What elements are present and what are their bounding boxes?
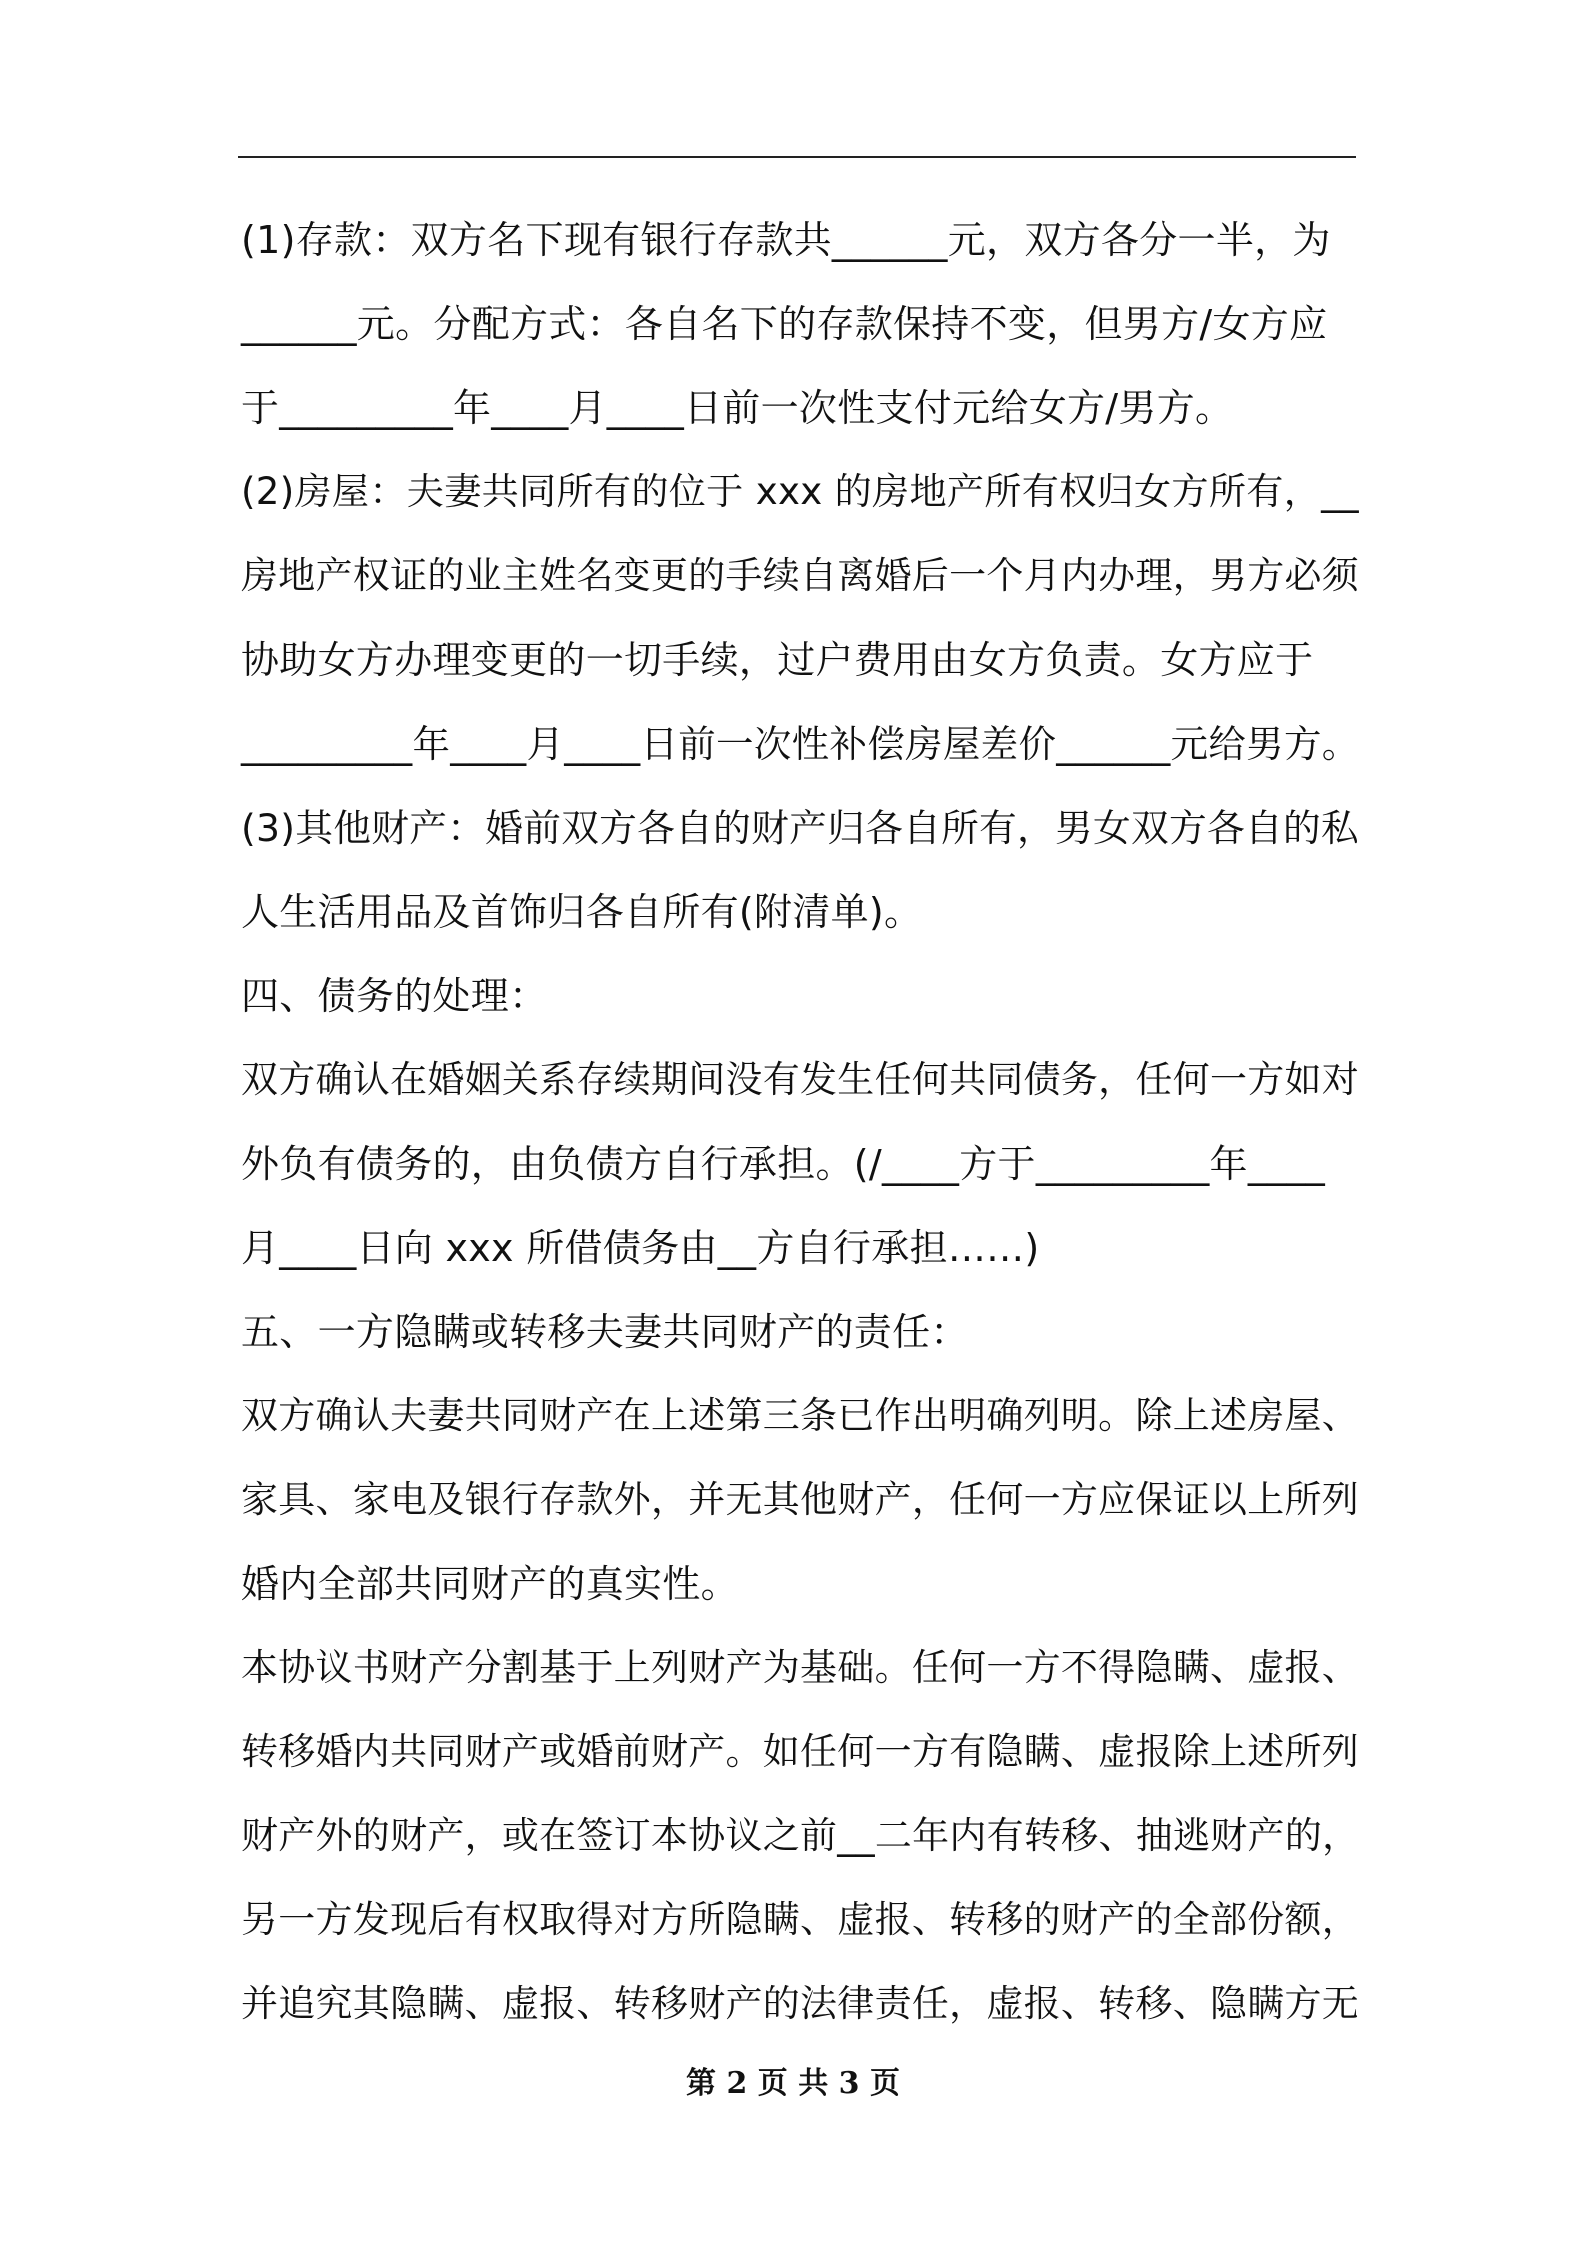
text-line-11: 双方确认在婚姻关系存续期间没有发生任何共同债务，任何一方如对 bbox=[241, 1058, 1360, 1101]
section-heading-concealment: 五、一方隐瞒或转移夫妻共同财产的责任： bbox=[241, 1310, 969, 1354]
text-line-22: 并追究其隐瞒、虚报、转移财产的法律责任，虚报、转移、隐瞒方无 bbox=[241, 1982, 1360, 2025]
document-body bbox=[241, 198, 1359, 2046]
text-line-7: _________年____月____日前一次性补偿房屋差价______元给男方。 bbox=[241, 722, 1360, 766]
text-line-5: 房地产权证的业主姓名变更的手续自离婚后一个月内办理，男方必须 bbox=[241, 554, 1360, 597]
text-line-9: 人生活用品及首饰归各自所有(附清单)。 bbox=[241, 890, 923, 934]
text-line-21: 另一方发现后有权取得对方所隐瞒、虚报、转移的财产的全部份额， bbox=[241, 1898, 1360, 1941]
text-line-18: 本协议书财产分割基于上列财产为基础。任何一方不得隐瞒、虚报、 bbox=[241, 1646, 1360, 1689]
text-line-15: 双方确认夫妻共同财产在上述第三条已作出明确列明。除上述房屋、 bbox=[241, 1394, 1360, 1437]
text-line-2: ______元。分配方式：各自名下的存款保持不变，但男方/女方应 bbox=[241, 302, 1328, 346]
text-line-13: 月____日向 xxx 所借债务由__方自行承担……) bbox=[241, 1226, 1040, 1270]
text-line-1: (1)存款：双方名下现有银行存款共______元，双方各分一半，为 bbox=[241, 218, 1331, 262]
text-line-3: 于_________年____月____日前一次性支付元给女方/男方。 bbox=[241, 386, 1234, 430]
section-heading-debts: 四、债务的处理： bbox=[241, 974, 548, 1018]
text-line-4: (2)房屋：夫妻共同所有的位于 xxx 的房地产所有权归女方所有，__ bbox=[241, 470, 1359, 513]
text-line-19: 转移婚内共同财产或婚前财产。如任何一方有隐瞒、虚报除上述所列 bbox=[241, 1730, 1360, 1773]
text-line-20: 财产外的财产，或在签订本协议之前__二年内有转移、抽逃财产的， bbox=[241, 1814, 1360, 1857]
header-divider bbox=[238, 156, 1356, 158]
text-line-12: 外负有债务的，由负债方自行承担。(/____方于_________年____ bbox=[241, 1142, 1326, 1186]
text-line-16: 家具、家电及银行存款外，并无其他财产，任何一方应保证以上所列 bbox=[241, 1478, 1360, 1521]
text-line-6: 协助女方办理变更的一切手续，过户费用由女方负责。女方应于 bbox=[241, 638, 1314, 682]
text-line-17: 婚内全部共同财产的真实性。 bbox=[241, 1562, 739, 1606]
text-line-8: (3)其他财产：婚前双方各自的财产归各自所有，男女双方各自的私 bbox=[241, 806, 1359, 850]
page-number-footer: 第 2 页 共 3 页 bbox=[686, 2066, 900, 2101]
